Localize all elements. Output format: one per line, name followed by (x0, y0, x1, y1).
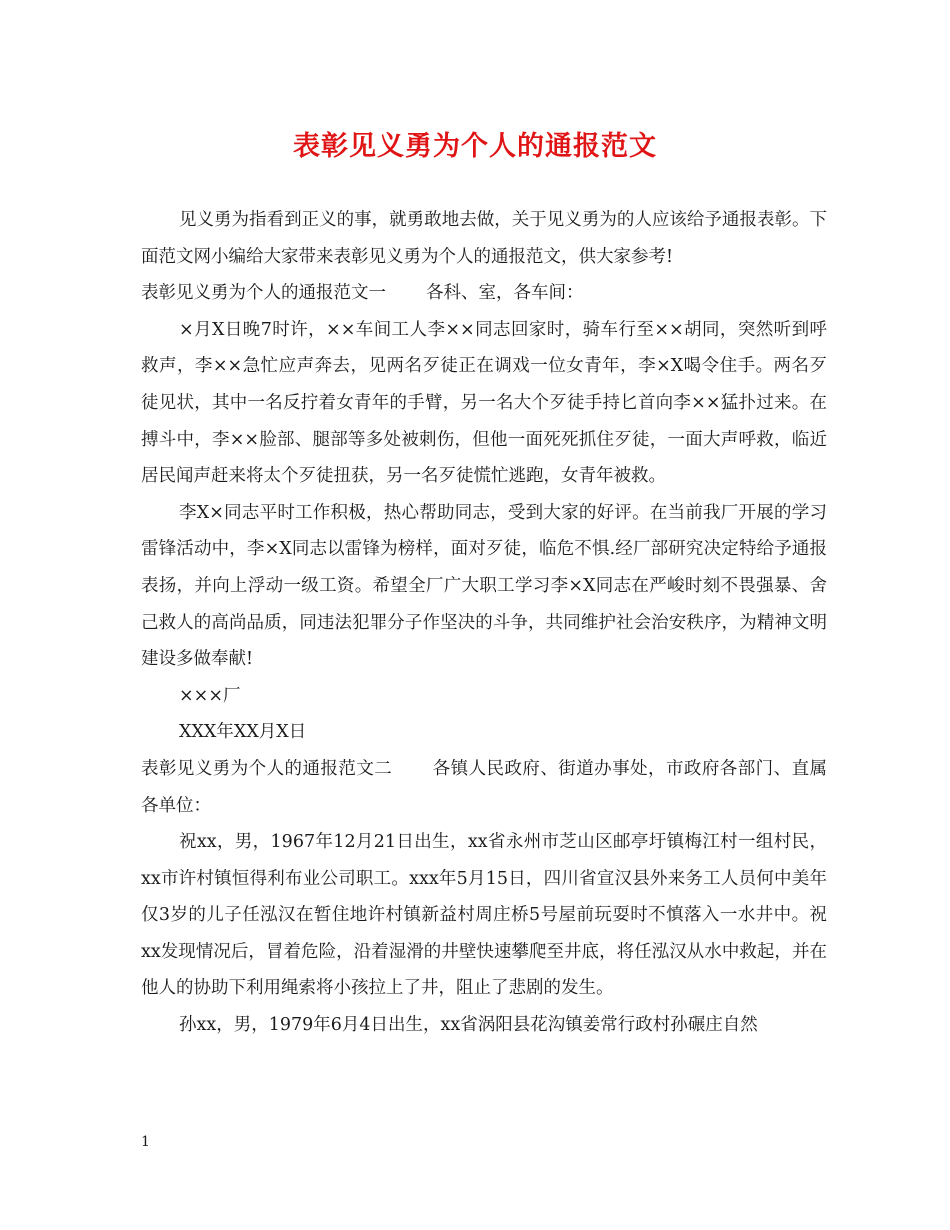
section-2-heading-line (141, 751, 827, 824)
document-title: 表彰见义勇为个人的通报范文 (293, 131, 657, 162)
intro-paragraph: 见义勇为指看到正义的事，就勇敢地去做，关于见义勇为的人应该给予通报表彰。下面范文网小编给大家带来表彰见义勇为个人的通报范文，供大家参考! (141, 210, 827, 267)
section-2-paragraph-2: 孙xx，男，1979年6月4日出生，xx省涡阳县花沟镇姜常行政村孙碾庄自然 (179, 1015, 758, 1036)
section-1-paragraph-1: ×月X日晚7时许，××车间工人李××同志回家时，骑车行至××胡同，突然听到呼救声，李××急忙应声奔去，见两名歹徒正在调戏一位女青年，李×X喝令住手。两名歹徒见状，其中一名反拧着女青年的手臂，另一名大个歹徒手持匕首向李××猛扑过来。在搏斗中，李××脸部、腿部等多处被刺伤，但他一面死死抓住歹徒，一面大声呼救，临近居民闻声赶来将太个歹徒扭获，另一名歹徒慌忙逃跑，女青年被救。 (141, 319, 827, 487)
page-number: 1 (141, 1134, 150, 1150)
section-1-heading-line (141, 275, 827, 312)
section-1-date: XXX年XX月X日 (179, 722, 307, 743)
section-1-recipients: 各科、室，各车间： (426, 283, 584, 304)
section-2-heading: 表彰见义勇为个人的通报范文二 (141, 758, 393, 779)
section-1-heading: 表彰见义勇为个人的通报范文一 (141, 283, 386, 304)
section-2-recipients: 各镇人民政府、街道办事处，市政府各部门、直属各单位： (141, 758, 828, 816)
section-1-signature: ×××厂 (179, 685, 241, 706)
section-1-paragraph-2: 李X×同志平时工作积极，热心帮助同志，受到大家的好评。在当前我厂开展的学习雷锋活动中，李×X同志以雷锋为榜样，面对歹徒，临危不惧.经厂部研究决定特给予通报表扬，并向上浮动一级工资。希望全厂广大职工学习李×X同志在严峻时刻不畏强暴、舍己救人的高尚品质，同违法犯罪分子作坚决的斗争，共同维护社会治安秩序，为精神文明建设多做奉献! (141, 502, 827, 670)
document-body (141, 202, 827, 1044)
section-2-paragraph-1: 祝xx，男，1967年12月21日出生，xx省永州市芝山区邮亭圩镇梅江村一组村民，xx市许村镇恒得利布业公司职工。xxx年5月15日，四川省宣汉县外来务工人员何中美年仅3岁的儿子任泓汉在暂住地许村镇新益村周庄桥5号屋前玩耍时不慎落入一水井中。祝xx发现情况后，冒着危险，沿着湿滑的井壁快速攀爬至井底，将任泓汉从水中救起，并在他人的协助下利用绳索将小孩拉上了井，阻止了悲剧的发生。 (141, 832, 827, 999)
